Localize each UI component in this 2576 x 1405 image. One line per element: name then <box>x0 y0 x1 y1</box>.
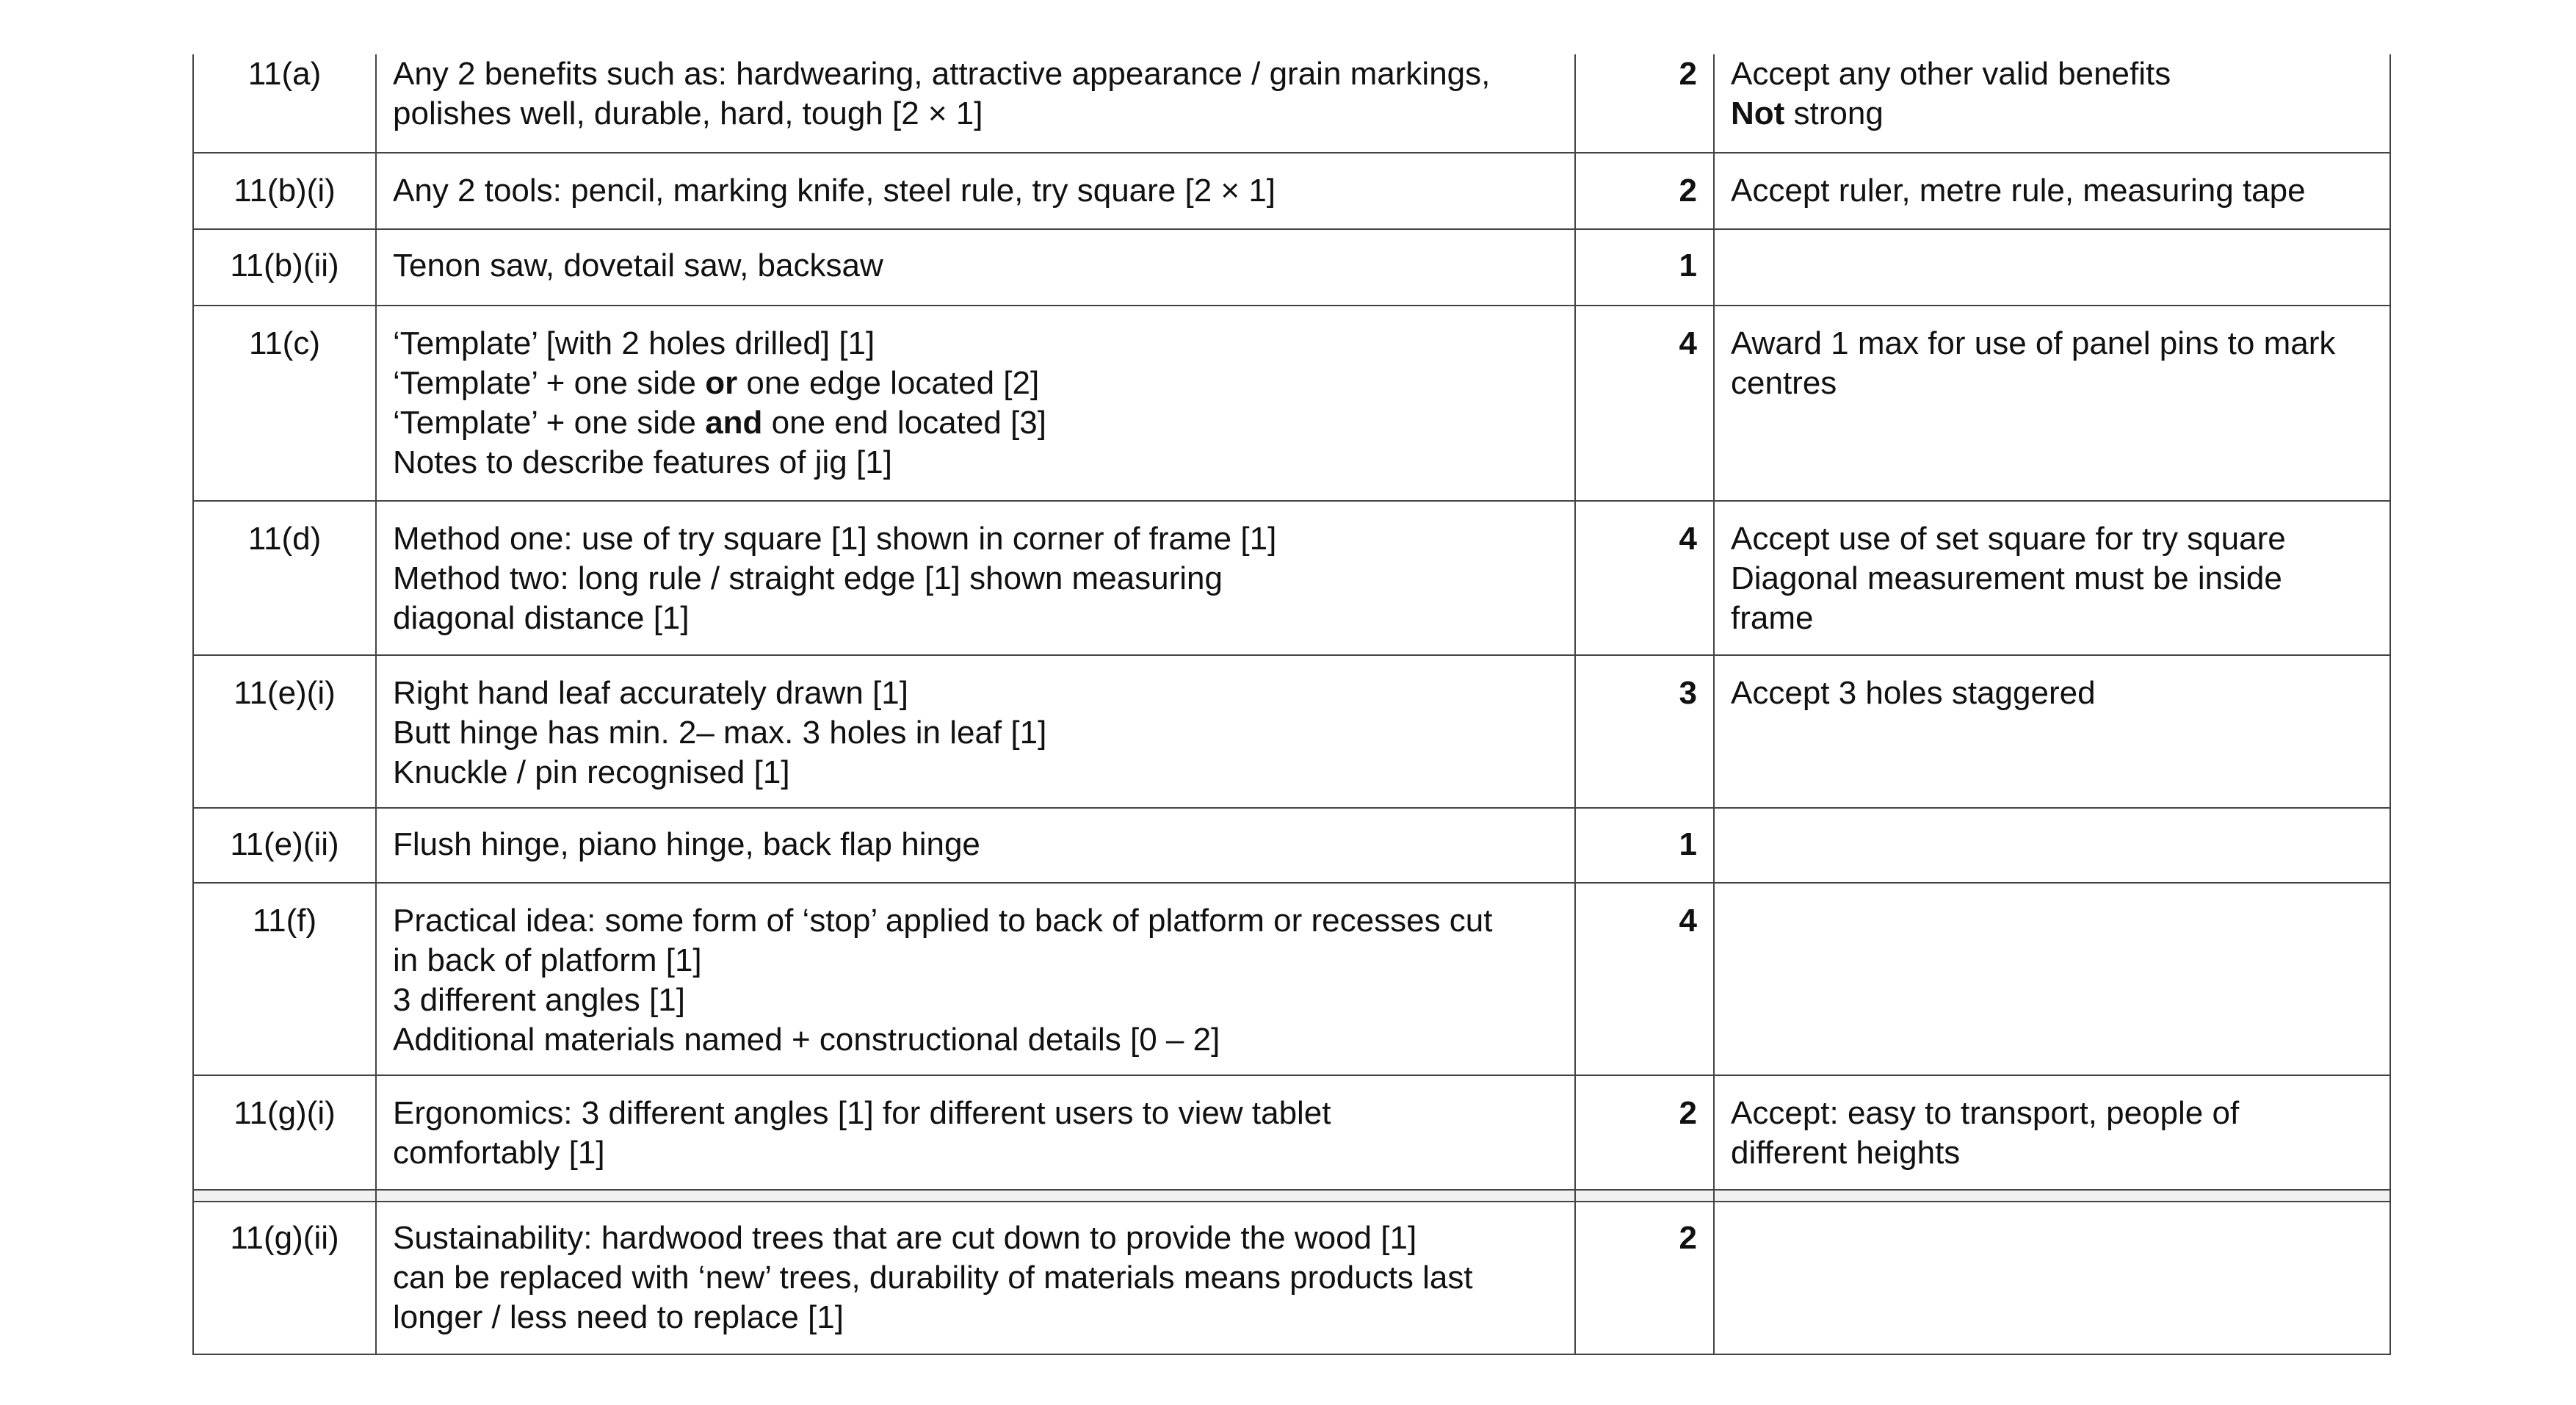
guidance-line: Accept: easy to transport, people of <box>1731 1095 2240 1131</box>
answer-line: ‘Template’ [with 2 holes drilled] [1] <box>393 325 875 361</box>
divider-cell <box>1575 1190 1714 1202</box>
answer-text: ‘Template’ + one side <box>393 365 706 401</box>
answer-line: Knuckle / pin recognised [1] <box>393 754 790 790</box>
question-number: 11(e)(ii) <box>193 808 376 883</box>
guidance-cell <box>1714 655 2390 808</box>
question-number: 11(b)(ii) <box>193 229 376 306</box>
question-number: 11(f) <box>193 883 376 1075</box>
answer-line: Method one: use of try square [1] shown in corner of frame [1] <box>393 521 1277 557</box>
answer-cell <box>376 1075 1575 1190</box>
guidance-cell <box>1714 54 2390 153</box>
question-number: 11(g)(i) <box>193 1075 376 1190</box>
answer-line: 3 different angles [1] <box>393 982 685 1018</box>
guidance-line: Accept 3 holes staggered <box>1731 675 2096 711</box>
answer-line: Method two: long rule / straight edge [1] shown measuring <box>393 560 1223 596</box>
answer-line: polishes well, durable, hard, tough [2 × 1] <box>393 95 983 131</box>
guidance-cell <box>1714 501 2390 655</box>
guidance-line: Accept use of set square for try square <box>1731 521 2286 557</box>
answer-cell <box>376 1202 1575 1354</box>
answer-cell <box>376 808 1575 883</box>
answer-line: longer / less need to replace [1] <box>393 1299 844 1335</box>
answer-line: Practical idea: some form of ‘stop’ applied to back of platform or recesses cut <box>393 903 1493 939</box>
answer-bold: or <box>705 365 738 401</box>
answer-line: Butt hinge has min. 2– max. 3 holes in leaf [1] <box>393 715 1047 751</box>
guidance-line: Diagonal measurement must be inside <box>1731 560 2282 596</box>
question-number: 11(a) <box>193 54 376 153</box>
guidance-cell <box>1714 1075 2390 1190</box>
guidance-cell <box>1714 1202 2390 1354</box>
table-row <box>193 655 2390 808</box>
guidance-line: centres <box>1731 365 1837 401</box>
marks-cell: 4 <box>1575 501 1714 655</box>
answer-line <box>393 364 1558 403</box>
question-number: 11(e)(i) <box>193 655 376 808</box>
answer-cell <box>376 655 1575 808</box>
answer-line: Flush hinge, piano hinge, back flap hinge <box>393 826 980 862</box>
table-row <box>193 501 2390 655</box>
guidance-cell <box>1714 306 2390 501</box>
table-row <box>193 808 2390 883</box>
answer-line: Ergonomics: 3 different angles [1] for different users to view tablet <box>393 1095 1331 1131</box>
divider-cell <box>1714 1190 2390 1202</box>
question-number: 11(c) <box>193 306 376 501</box>
answer-line: Right hand leaf accurately drawn [1] <box>393 675 908 711</box>
question-number: 11(b)(i) <box>193 153 376 229</box>
table-row <box>193 153 2390 229</box>
answer-text: one edge located [2] <box>737 365 1040 401</box>
guidance-cell <box>1714 883 2390 1075</box>
answer-line: Any 2 tools: pencil, marking knife, steel rule, try square [2 × 1] <box>393 173 1276 209</box>
table-row <box>193 306 2390 501</box>
guidance-line: Accept ruler, metre rule, measuring tape <box>1731 173 2306 209</box>
answer-cell <box>376 501 1575 655</box>
mark-scheme-table <box>192 54 2391 1355</box>
marks-cell: 4 <box>1575 883 1714 1075</box>
divider-cell <box>193 1190 376 1202</box>
table-row <box>193 54 2390 153</box>
guidance-cell <box>1714 153 2390 229</box>
answer-cell <box>376 153 1575 229</box>
question-number: 11(g)(ii) <box>193 1202 376 1354</box>
guidance-text: strong <box>1784 95 1884 131</box>
guidance-cell <box>1714 229 2390 306</box>
marks-cell: 1 <box>1575 229 1714 306</box>
guidance-bold: Not <box>1731 95 1785 131</box>
divider-cell <box>376 1190 1575 1202</box>
guidance-line: frame <box>1731 600 1814 636</box>
page-break-divider <box>193 1190 2390 1202</box>
answer-text: ‘Template’ + one side <box>393 405 706 441</box>
answer-cell <box>376 54 1575 153</box>
answer-bold: and <box>705 405 763 441</box>
guidance-cell <box>1714 808 2390 883</box>
answer-line: Sustainability: hardwood trees that are cut down to provide the wood [1] <box>393 1220 1417 1256</box>
answer-cell <box>376 229 1575 306</box>
guidance-line: Award 1 max for use of panel pins to mark <box>1731 325 2336 361</box>
table-row <box>193 1202 2390 1354</box>
marks-cell: 2 <box>1575 1202 1714 1354</box>
answer-line: Additional materials named + constructional details [0 – 2] <box>393 1022 1220 1058</box>
answer-line: in back of platform [1] <box>393 942 702 978</box>
answer-line <box>393 403 1558 443</box>
table-row <box>193 883 2390 1075</box>
table-row <box>193 1075 2390 1190</box>
question-number: 11(d) <box>193 501 376 655</box>
answer-line: Notes to describe features of jig [1] <box>393 444 892 480</box>
marks-cell: 4 <box>1575 306 1714 501</box>
answer-cell <box>376 883 1575 1075</box>
answer-text: one end located [3] <box>762 405 1046 441</box>
guidance-line <box>1731 94 2373 134</box>
marks-cell: 2 <box>1575 54 1714 153</box>
marks-cell: 1 <box>1575 808 1714 883</box>
table-row <box>193 229 2390 306</box>
guidance-line: different heights <box>1731 1135 1961 1171</box>
marks-cell: 2 <box>1575 1075 1714 1190</box>
answer-line: comfortably [1] <box>393 1135 605 1171</box>
marks-cell: 2 <box>1575 153 1714 229</box>
marks-cell: 3 <box>1575 655 1714 808</box>
answer-line: Any 2 benefits such as: hardwearing, attractive appearance / grain markings, <box>393 56 1491 92</box>
guidance-line: Accept any other valid benefits <box>1731 56 2171 92</box>
answer-line: Tenon saw, dovetail saw, backsaw <box>393 248 883 283</box>
answer-cell <box>376 306 1575 501</box>
answer-line: diagonal distance [1] <box>393 600 690 636</box>
answer-line: can be replaced with ‘new’ trees, durability of materials means products last <box>393 1260 1473 1296</box>
